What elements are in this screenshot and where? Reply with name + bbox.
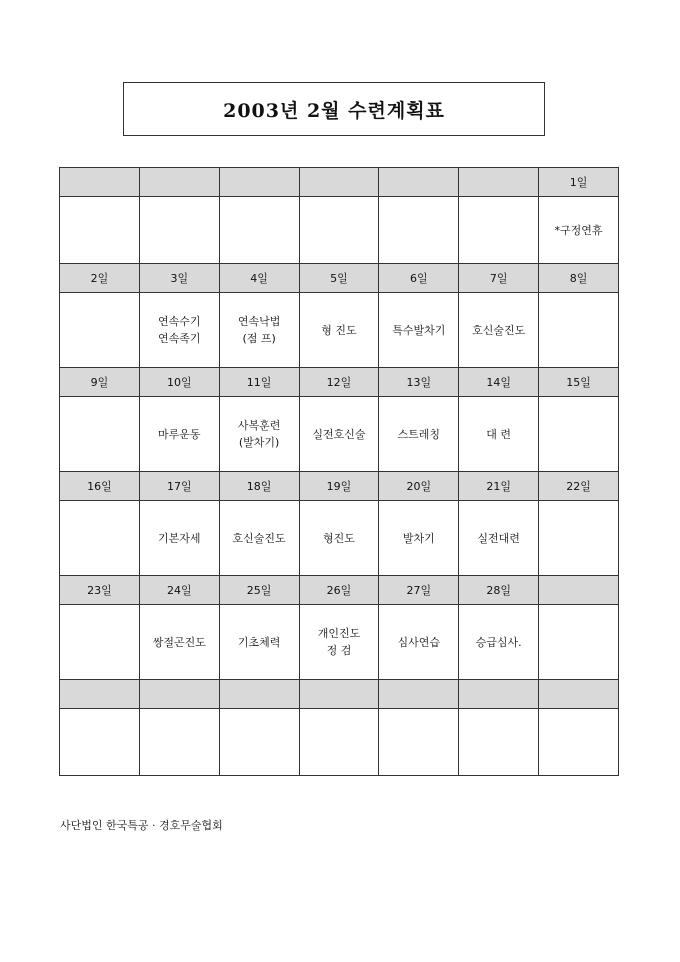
activity-text: 실전호신술 xyxy=(312,427,366,441)
activity-text: 발차기 xyxy=(402,531,435,545)
activity-cell xyxy=(219,293,299,368)
activity-cell xyxy=(219,397,299,472)
day-number-cell: 23일 xyxy=(60,576,140,605)
day-number-cell: 17일 xyxy=(139,472,219,501)
activity-row xyxy=(60,709,619,776)
activity-text: (점 프) xyxy=(242,332,276,345)
activity-cell xyxy=(139,293,219,368)
activity-text: 형진도 xyxy=(323,531,355,545)
day-number-cell xyxy=(539,576,619,605)
activity-cell xyxy=(299,709,379,776)
activity-text: 호신술진도 xyxy=(232,531,286,545)
activity-cell xyxy=(60,197,140,264)
activity-cell xyxy=(219,501,299,576)
day-number-cell: 19일 xyxy=(299,472,379,501)
day-number-cell: 27일 xyxy=(379,576,459,605)
activity-text: 호신술진도 xyxy=(472,323,526,337)
day-number-cell xyxy=(299,168,379,197)
activity-text: 사복훈련 xyxy=(237,419,281,432)
activity-cell xyxy=(539,605,619,680)
activity-cell xyxy=(139,605,219,680)
activity-cell xyxy=(299,293,379,368)
activity-text: 개인진도 xyxy=(317,627,361,640)
day-number-cell: 20일 xyxy=(379,472,459,501)
day-number-cell xyxy=(139,168,219,197)
activity-text: 심사연습 xyxy=(397,635,441,649)
association-footer: 사단법인 한국특공 · 경호무술협회 xyxy=(60,819,223,832)
activity-cell xyxy=(139,501,219,576)
day-number-cell xyxy=(539,680,619,709)
activity-cell xyxy=(219,605,299,680)
activity-text: *구정연휴 xyxy=(554,223,603,237)
activity-cell xyxy=(299,197,379,264)
day-number-row xyxy=(60,472,619,501)
activity-text: 쌍절곤진도 xyxy=(152,635,206,649)
activity-cell xyxy=(60,709,140,776)
day-number-cell: 5일 xyxy=(299,264,379,293)
activity-cell xyxy=(299,501,379,576)
activity-text: (발차기) xyxy=(238,436,280,449)
activity-cell xyxy=(539,397,619,472)
activity-cell xyxy=(299,397,379,472)
activity-cell xyxy=(539,197,619,264)
activity-cell xyxy=(379,197,459,264)
activity-text: 특수발차기 xyxy=(392,323,446,337)
activity-text: 정 검 xyxy=(326,644,352,657)
activity-cell xyxy=(379,293,459,368)
activity-text: 기본자세 xyxy=(158,531,201,545)
activity-cell xyxy=(539,709,619,776)
day-number-cell xyxy=(219,680,299,709)
activity-cell xyxy=(459,293,539,368)
day-number-cell: 16일 xyxy=(60,472,140,501)
activity-cell xyxy=(379,397,459,472)
day-number-cell: 6일 xyxy=(379,264,459,293)
activity-cell xyxy=(459,501,539,576)
day-number-cell: 10일 xyxy=(139,368,219,397)
activity-text: 연속수기 xyxy=(158,315,201,328)
activity-text: 기초체력 xyxy=(237,635,281,649)
activity-cell xyxy=(60,501,140,576)
day-number-cell: 22일 xyxy=(539,472,619,501)
day-number-cell xyxy=(60,680,140,709)
day-number-cell xyxy=(219,168,299,197)
day-number-cell xyxy=(139,680,219,709)
day-number-cell: 21일 xyxy=(459,472,539,501)
day-number-row xyxy=(60,264,619,293)
day-number-cell: 28일 xyxy=(459,576,539,605)
activity-cell xyxy=(379,709,459,776)
activity-cell xyxy=(379,605,459,680)
activity-cell xyxy=(219,197,299,264)
day-number-cell xyxy=(60,168,140,197)
activity-cell xyxy=(459,605,539,680)
day-number-cell: 24일 xyxy=(139,576,219,605)
day-number-cell: 2일 xyxy=(60,264,140,293)
calendar-body xyxy=(60,168,619,776)
activity-text: 대 련 xyxy=(486,427,512,441)
activity-text: 연속족기 xyxy=(158,332,201,345)
activity-cell xyxy=(139,197,219,264)
day-number-cell xyxy=(379,168,459,197)
activity-text: 승급심사. xyxy=(475,635,522,649)
day-number-row xyxy=(60,680,619,709)
activity-cell xyxy=(139,397,219,472)
day-number-row xyxy=(60,368,619,397)
day-number-cell: 13일 xyxy=(379,368,459,397)
day-number-cell: 26일 xyxy=(299,576,379,605)
day-number-cell xyxy=(459,168,539,197)
calendar-table xyxy=(59,167,619,776)
day-number-cell: 7일 xyxy=(459,264,539,293)
day-number-cell xyxy=(379,680,459,709)
activity-row xyxy=(60,605,619,680)
day-number-cell: 12일 xyxy=(299,368,379,397)
activity-row xyxy=(60,197,619,264)
day-number-row xyxy=(60,576,619,605)
day-number-row xyxy=(60,168,619,197)
activity-text: 연속낙법 xyxy=(237,315,281,328)
day-number-cell: 4일 xyxy=(219,264,299,293)
activity-cell xyxy=(60,605,140,680)
activity-text: 실전대련 xyxy=(477,531,520,545)
activity-cell xyxy=(539,501,619,576)
day-number-cell: 18일 xyxy=(219,472,299,501)
activity-row xyxy=(60,397,619,472)
day-number-cell xyxy=(299,680,379,709)
day-number-cell: 11일 xyxy=(219,368,299,397)
schedule-title: 2003년 2월 수련계획표 xyxy=(123,82,545,136)
activity-cell xyxy=(539,293,619,368)
activity-cell xyxy=(139,709,219,776)
activity-cell xyxy=(219,709,299,776)
activity-row xyxy=(60,293,619,368)
activity-cell xyxy=(459,709,539,776)
activity-row xyxy=(60,501,619,576)
activity-text: 마루운동 xyxy=(158,427,201,441)
day-number-cell: 8일 xyxy=(539,264,619,293)
day-number-cell xyxy=(459,680,539,709)
day-number-cell: 25일 xyxy=(219,576,299,605)
activity-cell xyxy=(459,397,539,472)
day-number-cell: 14일 xyxy=(459,368,539,397)
day-number-cell: 3일 xyxy=(139,264,219,293)
day-number-cell: 1일 xyxy=(539,168,619,197)
activity-cell xyxy=(459,197,539,264)
day-number-cell: 9일 xyxy=(60,368,140,397)
activity-text: 스트레칭 xyxy=(397,427,441,441)
activity-cell xyxy=(60,397,140,472)
activity-cell xyxy=(60,293,140,368)
activity-cell xyxy=(379,501,459,576)
day-number-cell: 15일 xyxy=(539,368,619,397)
activity-cell xyxy=(299,605,379,680)
activity-text: 형 진도 xyxy=(321,323,357,337)
